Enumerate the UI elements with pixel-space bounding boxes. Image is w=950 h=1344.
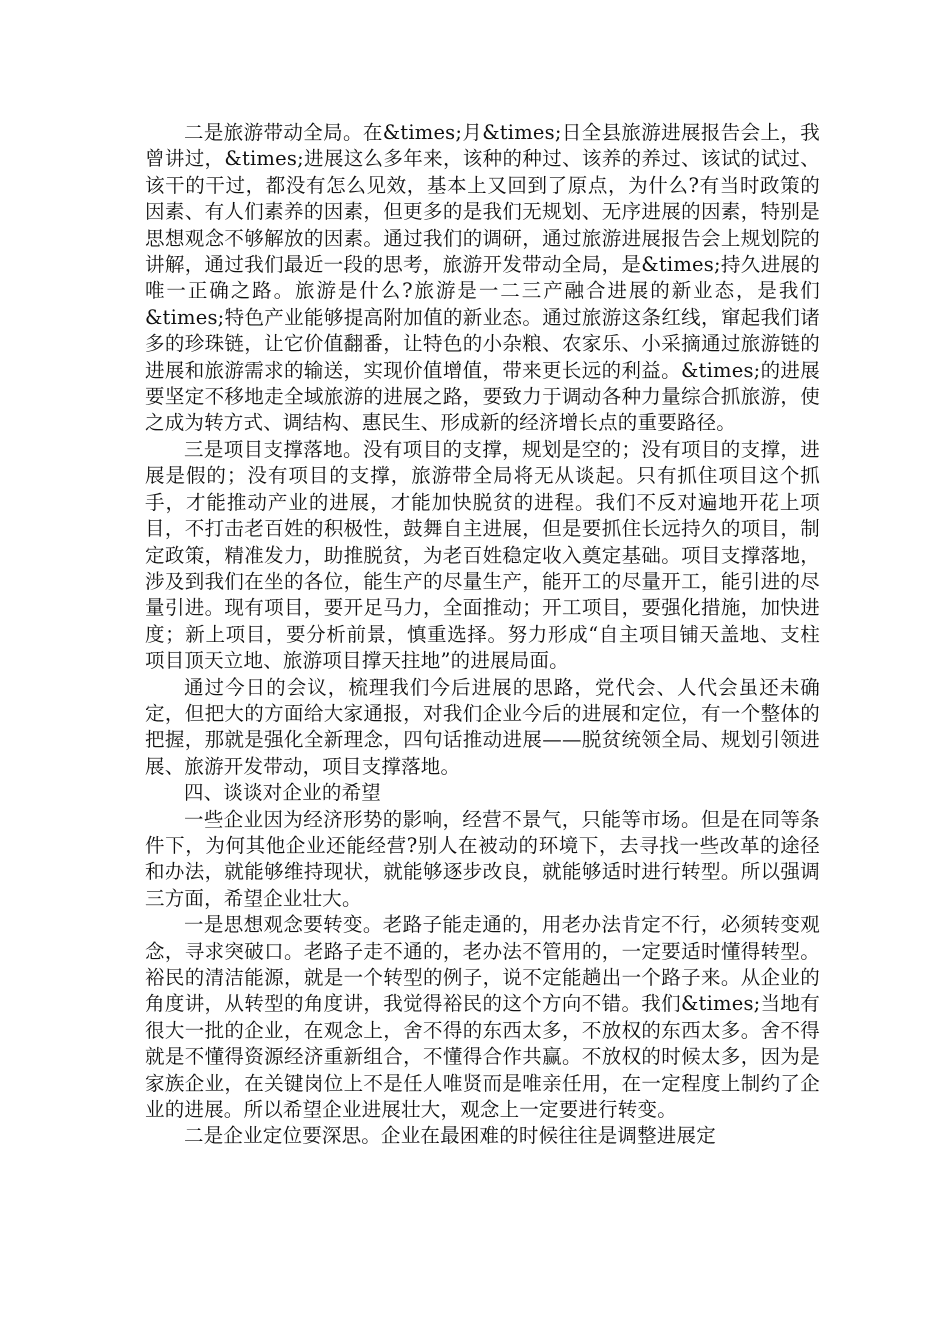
paragraph-enterprise-intro: 一些企业因为经济形势的影响，经营不景气，只能等市场。但是在同等条件下，为何其他企业还能经营?别人在被动的环境下，去寻找一些改革的途径和办法，就能够维持现状，就能够逐步改良，就能够适时进行转型。所以强调三方面，希望企业壮大。: [145, 807, 820, 910]
paragraph-tourism: 二是旅游带动全局。在&times;月&times;日全县旅游进展报告会上，我曾讲过，&times;进展这么多年来，该种的种过、该养的养过、该试的试过、该干的干过，都没有怎么见效，基本上又回到了原点，为什么?有当时政策的因素、有人们素养的因素，但更多的是我们无规划、无序进展的因素，特别是思想观念不够解放的因素。通过我们的调研，通过旅游进展报告会上规划院的讲解，通过我们最近一段的思考，旅游开发带动全局，是&times;持久进展的唯一正确之路。旅游是什么?旅游是一二三产融合进展的新业态，是我们&times;特色产业能够提高附加值的新业态。通过旅游这条红线，窜起我们诸多的珍珠链，让它价值翻番，让特色的小杂粮、农家乐、小采摘通过旅游链的进展和旅游需求的输送，实现价值增值，带来更长远的利益。&times;的进展要坚定不移地走全域旅游的进展之路，要致力于调动各种力量综合抓旅游，使之成为转方式、调结构、惠民生、形成新的经济增长点的重要路径。: [145, 121, 820, 435]
paragraph-meeting-summary: 通过今日的会议，梳理我们今后进展的思路，党代会、人代会虽还未确定，但把大的方面给大家通报，对我们企业今后的进展和定位，有一个整体的把握，那就是强化全新理念，四句话推动进展——脱贫统领全局、规划引领进展、旅游开发带动，项目支撑落地。: [145, 675, 820, 778]
paragraph-projects: 三是项目支撑落地。没有项目的支撑，规划是空的；没有项目的支撑，进展是假的；没有项目的支撑，旅游带全局将无从谈起。只有抓住项目这个抓手，才能推动产业的进展，才能加快脱贫的进程。我们不反对遍地开花上项目，不打击老百姓的积极性，鼓舞自主进展，但是要抓住长远持久的项目，制定政策，精准发力，助推脱贫，为老百姓稳定收入奠定基础。项目支撑落地，涉及到我们在坐的各位，能生产的尽量生产，能开工的尽量开工，能引进的尽量引进。现有项目，要开足马力，全面推动；开工项目，要强化措施，加快进度；新上项目，要分析前景，慎重选择。努力形成“自主项目铺天盖地、支柱项目顶天立地、旅游项目撑天拄地”的进展局面。: [145, 437, 820, 673]
document-body: [145, 120, 820, 1150]
paragraph-enterprise-positioning: 二是企业定位要深思。企业在最困难的时候往往是调整进展定: [184, 1124, 716, 1148]
section-heading-enterprise-hopes: 四、谈谈对企业的希望: [184, 781, 382, 805]
paragraph-mindset-change: 一是思想观念要转变。老路子能走通的，用老办法肯定不行，必须转变观念，寻求突破口。老路子走不通的，老办法不管用的，一定要适时懂得转型。裕民的清洁能源，就是一个转型的例子，说不定能趟出一个路子来。从企业的角度讲，从转型的角度讲，我觉得裕民的这个方向不错。我们&times;当地有很大一批的企业，在观念上，舍不得的东西太多，不放权的东西太多。舍不得就是不懂得资源经济重新组合，不懂得合作共赢。不放权的时候太多，因为是家族企业，在关键岗位上不是任人唯贤而是唯亲任用，在一定程度上制约了企业的进展。所以希望企业进展壮大，观念上一定要进行转变。: [145, 913, 820, 1122]
